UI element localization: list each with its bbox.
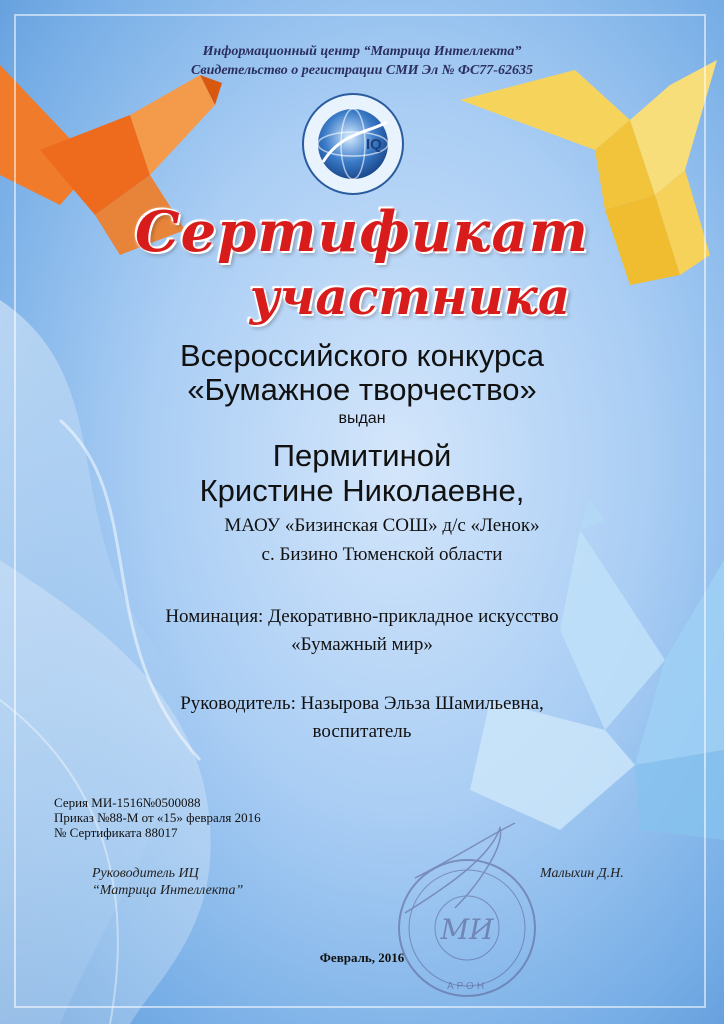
recipient-name: Кристине Николаевне, — [199, 473, 525, 508]
stamp-monogram: МИ — [440, 913, 494, 946]
logo-iq-mark: IQ — [366, 136, 382, 153]
issued-label: выдан — [338, 410, 386, 427]
recipient-surname: Пермитиной — [272, 438, 452, 473]
recipient-organization: МАОУ «Бизинская СОШ» д/с «Ленок» — [224, 515, 540, 536]
signer-name: Малыхин Д.Н. — [540, 866, 624, 881]
signer-organization: “Матрица Интеллекта” — [92, 883, 244, 898]
globe-logo-icon — [301, 92, 405, 196]
order-number: Приказ №88-М от «15» февраля 2016 — [54, 810, 261, 825]
nomination-title: «Бумажный мир» — [291, 634, 433, 655]
supervisor-position: воспитатель — [312, 721, 412, 742]
contest-line1: Всероссийского конкурса — [180, 338, 544, 373]
contest-name: «Бумажное творчество» — [187, 372, 537, 407]
nomination-line: Номинация: Декоративно-прикладное искусство — [165, 606, 559, 627]
recipient-location: с. Бизино Тюменской области — [261, 544, 503, 565]
signer-role: Руководитель ИЦ — [92, 866, 199, 881]
supervisor-line: Руководитель: Назырова Эльза Шамильевна, — [180, 693, 544, 714]
registration-line: Свидетельство о регистрации СМИ Эл № ФС77-62635 — [191, 63, 533, 78]
issuer-name: Информационный центр “Матрица Интеллекта” — [202, 44, 522, 59]
series-number: Серия МИ-1516№0500088 — [54, 795, 201, 810]
issue-date: Февраль, 2016 — [319, 950, 405, 965]
stamp-bottom-text: АРОН — [446, 981, 488, 992]
certificate-title: Сертификат — [135, 199, 589, 265]
certificate-number: № Сертификата 88017 — [54, 825, 178, 840]
official-stamp-icon — [395, 818, 545, 1013]
certificate-subtitle: участника — [249, 267, 571, 326]
